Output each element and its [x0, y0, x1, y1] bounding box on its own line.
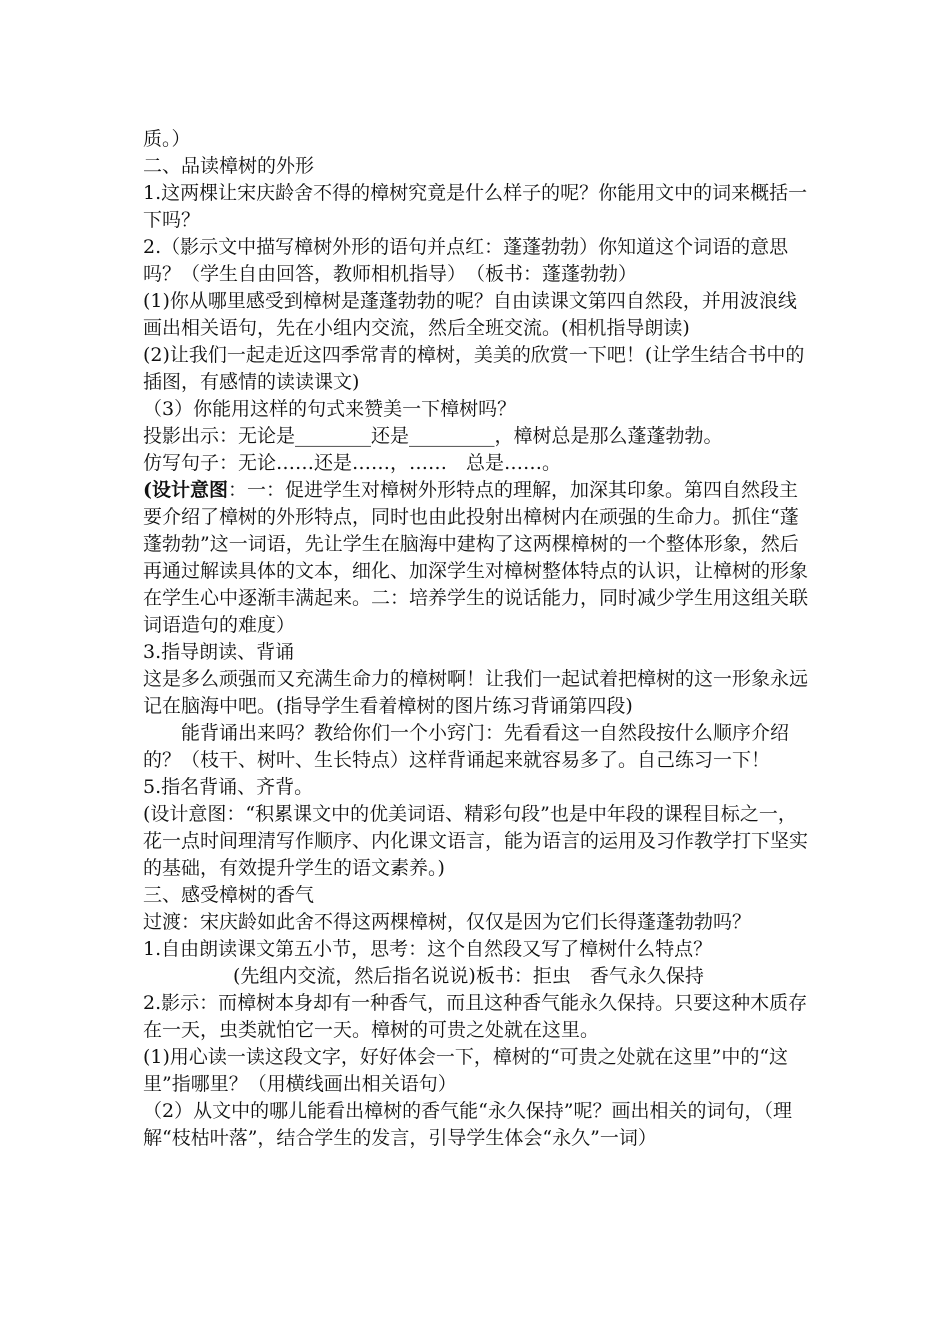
subsection-heading: 5.指名背诵、齐背。 — [143, 776, 314, 798]
subsection-heading: 3.指导朗读、背诵 — [143, 641, 295, 663]
paragraph: （2）从文中的哪儿能看出樟树的香气能“永久保持”呢？画出相关的词句，（理解“枝枯叶落”，结合学生的发言，引导学生体会“永久”一词） — [143, 1100, 793, 1149]
paragraph: (2)让我们一起走近这四季常青的樟树，美美的欣赏一下吧！(让学生结合书中的插图，有感情的读读课文) — [143, 344, 805, 393]
paragraph: 2.影示：而樟树本身却有一种香气，而且这种香气能永久保持。只要这种木质存在一天，虫类就怕它一天。樟树的可贵之处就在这里。 — [143, 992, 808, 1041]
design-intent-label: (设计意图 — [143, 479, 228, 501]
paragraph: 2.（影示文中描写樟树外形的语句并点红：蓬蓬勃勃）你知道这个词语的意思吗？（学生自由回答，教师相机指导） （板书：蓬蓬勃勃） — [143, 236, 789, 285]
paragraph: 这是多么顽强而又充满生命力的樟树啊！让我们一起试着把樟树的这一形象永远记在脑海中吧。(指导学生看着樟树的图片练习背诵第四段) — [143, 668, 809, 717]
document-body — [143, 126, 815, 1152]
design-intent-paragraph — [143, 477, 815, 639]
design-intent-paragraph: (设计意图：“积累课文中的优美词语、精彩句段”也是中年段的课程目标之一，花一点时间理清写作顺序、内化课文语言，能为语言的运用及习作教学打下坚实的基础，有效提升学生的语文素养。) — [143, 803, 809, 879]
paragraph: 仿写句子：无论……还是……，…… 总是……。 — [143, 452, 562, 474]
paragraph: (1)用心读一读这段文字，好好体会一下，樟树的“可贵之处就在这里”中的“这里”指哪里？（用横线画出相关语句） — [143, 1046, 789, 1095]
paragraph: 过渡：宋庆龄如此舍不得这两棵樟树，仅仅是因为它们长得蓬蓬勃勃吗？ — [143, 911, 752, 933]
section-heading: 三、感受樟树的香气 — [143, 884, 315, 906]
paragraph: 投影出示：无论是________还是_________，樟树总是那么蓬蓬勃勃。 — [143, 425, 723, 447]
paragraph: 1.这两棵让宋庆龄舍不得的樟树究竟是什么样子的呢？你能用文中的词来概括一下吗？ — [143, 182, 808, 231]
paragraph: 能背诵出来吗？教给你们一个小窍门：先看看这一自然段按什么顺序介绍的？（枝干、树叶、生长特点）这样背诵起来就容易多了。自己练习一下！ — [143, 722, 790, 771]
section-heading: 二、品读樟树的外形 — [143, 155, 315, 177]
design-intent-text: ：一：促进学生对樟树外形特点的理解，加深其印象。第四自然段主要介绍了樟树的外形特点，同时也由此投射出樟树内在顽强的生命力。抓住“蓬蓬勃勃”这一词语，先让学生在脑海中建构了这两棵樟树的一个整体形象，然后再通过解读具体的文本，细化、加深学生对樟树整体特点的认识，让樟树的形象在学生心中逐渐丰满起来。二：培养学生的说话能力，同时减少学生用这组关联词语造句的难度） — [143, 479, 809, 636]
paragraph: 质。） — [143, 128, 191, 150]
paragraph: (先组内交流，然后指名说说)板书：拒虫 香气永久保持 — [233, 965, 704, 987]
paragraph: 1.自由朗读课文第五小节，思考：这个自然段又写了樟树什么特点？ — [143, 938, 713, 960]
paragraph: （3）你能用这样的句式来赞美一下樟树吗？ — [143, 398, 517, 420]
paragraph: (1)你从哪里感受到樟树是蓬蓬勃勃的呢？自由读课文第四自然段，并用波浪线画出相关语句，先在小组内交流，然后全班交流。(相机指导朗读) — [143, 290, 797, 339]
